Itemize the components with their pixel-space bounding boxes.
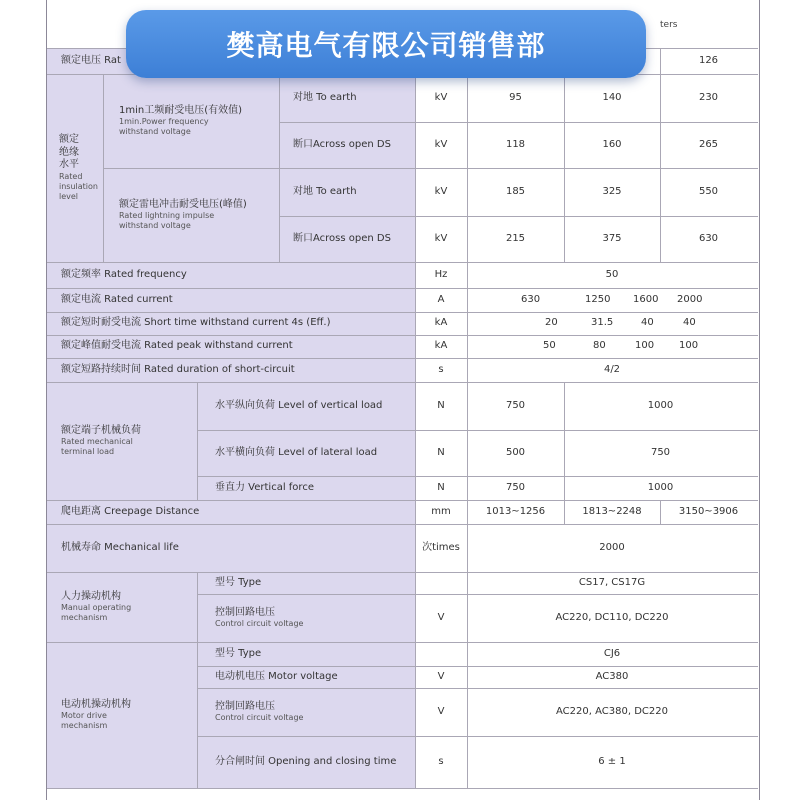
peak-label: 额定峰值耐受电流 Rated peak withstand current: [47, 335, 415, 358]
op-time-unit: s: [415, 736, 467, 788]
li-en: Rated lightning impulse withstand voltage: [119, 211, 215, 231]
current-label: 额定电流 Rated current: [47, 288, 415, 312]
pf-earth-v2: 140: [564, 74, 660, 122]
mech-life-label: 机械寿命 Mechanical life: [47, 524, 415, 572]
manual-cn: 人力操动机构: [61, 590, 121, 602]
pf-open-unit: kV: [415, 122, 467, 168]
li-cn: 额定雷电冲击耐受电压(峰值): [119, 198, 247, 210]
vertical-force-unit: N: [415, 476, 467, 500]
mech-life-value: 2000: [467, 524, 757, 572]
frequency-unit: Hz: [415, 262, 467, 288]
pf-earth-v3: 230: [660, 74, 757, 122]
insulation-level-label: [47, 74, 103, 262]
motor-mechanism-label: [47, 642, 197, 788]
peak-values: [467, 335, 757, 358]
li-earth-unit: kV: [415, 168, 467, 216]
peak-v1: 50: [543, 340, 556, 352]
peak-v2: 80: [593, 340, 606, 352]
lateral-load-label: 水平横向负荷 Level of lateral load: [197, 430, 415, 476]
insulation-en: Rated insulation level: [59, 171, 98, 201]
pf-open-v2: 160: [564, 122, 660, 168]
li-open-v1: 215: [467, 216, 564, 262]
vertical-force-v2: 1000: [564, 476, 757, 500]
duration-value: 4/2: [467, 358, 757, 382]
creepage-label: 爬电距离 Creepage Distance: [47, 500, 415, 524]
pf-earth-label: 对地 To earth: [279, 74, 415, 122]
insulation-cn: 额定 绝缘 水平: [59, 134, 79, 171]
li-earth-label: 对地 To earth: [279, 168, 415, 216]
manual-ctrl-unit: V: [415, 594, 467, 642]
motor-voltage-unit: V: [415, 666, 467, 688]
terminal-load-label: [47, 382, 197, 500]
motor-ctrl-en: Control circuit voltage: [215, 713, 304, 723]
duration-unit: s: [415, 358, 467, 382]
manual-type-unit: [415, 572, 467, 594]
current-v2: 1250: [585, 293, 611, 305]
terminal-en: Rated mechanical terminal load: [61, 437, 133, 457]
pf-cn: 1min工频耐受电压(有效值): [119, 104, 243, 116]
current-v4: 2000: [677, 293, 703, 305]
peak-v3: 100: [635, 340, 655, 352]
motor-ctrl-label: [197, 688, 415, 736]
manual-mechanism-label: [47, 572, 197, 642]
banner-text: 樊高电气有限公司销售部: [226, 29, 546, 62]
current-v1: 630: [521, 293, 541, 305]
op-time-label: 分合闸时间 Opening and closing time: [197, 736, 415, 788]
peak-unit: kA: [415, 335, 467, 358]
li-open-v3: 630: [660, 216, 757, 262]
pf-open-label: 断口Across open DS: [279, 122, 415, 168]
short-time-v1: 20: [545, 317, 558, 329]
current-unit: A: [415, 288, 467, 312]
pf-open-v3: 265: [660, 122, 757, 168]
creepage-unit: mm: [415, 500, 467, 524]
li-open-unit: kV: [415, 216, 467, 262]
op-time-value: 6 ± 1: [467, 736, 757, 788]
header-fragment: ters: [660, 20, 678, 30]
motor-voltage-value: AC380: [467, 666, 757, 688]
short-time-v2: 31.5: [591, 317, 614, 329]
vertical-load-v2: 1000: [564, 382, 757, 430]
pf-open-v1: 118: [467, 122, 564, 168]
manual-en: Manual operating mechanism: [61, 603, 132, 623]
motor-ctrl-unit: V: [415, 688, 467, 736]
li-earth-v1: 185: [467, 168, 564, 216]
terminal-cn: 额定端子机械负荷: [61, 424, 141, 436]
motor-en: Motor drive mechanism: [61, 711, 108, 731]
lateral-load-v1: 500: [467, 430, 564, 476]
li-open-label: 断口Across open DS: [279, 216, 415, 262]
lateral-load-v2: 750: [564, 430, 757, 476]
manual-type-label: 型号 Type: [197, 572, 415, 594]
frequency-value: 50: [467, 262, 757, 288]
short-time-v3: 40: [641, 317, 654, 329]
rated-voltage-126kv: 126: [660, 48, 757, 74]
rated-voltage-label: 额定电压 Rat: [47, 48, 415, 74]
creepage-v1: 1013~1256: [467, 500, 564, 524]
vertical-load-v1: 750: [467, 382, 564, 430]
pf-earth-v1: 95: [467, 74, 564, 122]
power-frequency-label: [103, 74, 279, 168]
pf-en: 1min.Power frequency withstand voltage: [119, 117, 209, 137]
vertical-load-unit: N: [415, 382, 467, 430]
short-time-v4: 40: [683, 317, 696, 329]
lightning-impulse-label: [103, 168, 279, 262]
mech-life-unit: 次times: [415, 524, 467, 572]
manual-ctrl-value: AC220, DC110, DC220: [467, 594, 757, 642]
li-earth-v3: 550: [660, 168, 757, 216]
motor-type-label: 型号 Type: [197, 642, 415, 666]
short-time-unit: kA: [415, 312, 467, 335]
current-v3: 1600: [633, 293, 659, 305]
short-time-values: [467, 312, 757, 335]
vertical-force-label: 垂直力 Vertical force: [197, 476, 415, 500]
motor-cn: 电动机操动机构: [61, 698, 131, 710]
manual-ctrl-label: [197, 594, 415, 642]
motor-ctrl-cn: 控制回路电压: [215, 700, 275, 712]
creepage-v3: 3150~3906: [660, 500, 757, 524]
pf-earth-unit: kV: [415, 74, 467, 122]
current-values: [467, 288, 757, 312]
company-banner: [126, 10, 646, 78]
frequency-label: 额定频率 Rated frequency: [47, 262, 415, 288]
lateral-load-unit: N: [415, 430, 467, 476]
manual-ctrl-en: Control circuit voltage: [215, 619, 304, 629]
vertical-load-label: 水平纵向负荷 Level of vertical load: [197, 382, 415, 430]
li-earth-v2: 325: [564, 168, 660, 216]
short-time-label: 额定短时耐受电流 Short time withstand current 4s (Eff.): [47, 312, 415, 335]
duration-label: 额定短路持续时间 Rated duration of short-circuit: [47, 358, 415, 382]
vertical-force-v1: 750: [467, 476, 564, 500]
li-open-v2: 375: [564, 216, 660, 262]
motor-voltage-label: 电动机电压 Motor voltage: [197, 666, 415, 688]
manual-type-value: CS17, CS17G: [467, 572, 757, 594]
motor-ctrl-value: AC220, AC380, DC220: [467, 688, 757, 736]
manual-ctrl-cn: 控制回路电压: [215, 606, 275, 618]
peak-v4: 100: [679, 340, 699, 352]
creepage-v2: 1813~2248: [564, 500, 660, 524]
motor-type-unit: [415, 642, 467, 666]
motor-type-value: CJ6: [467, 642, 757, 666]
